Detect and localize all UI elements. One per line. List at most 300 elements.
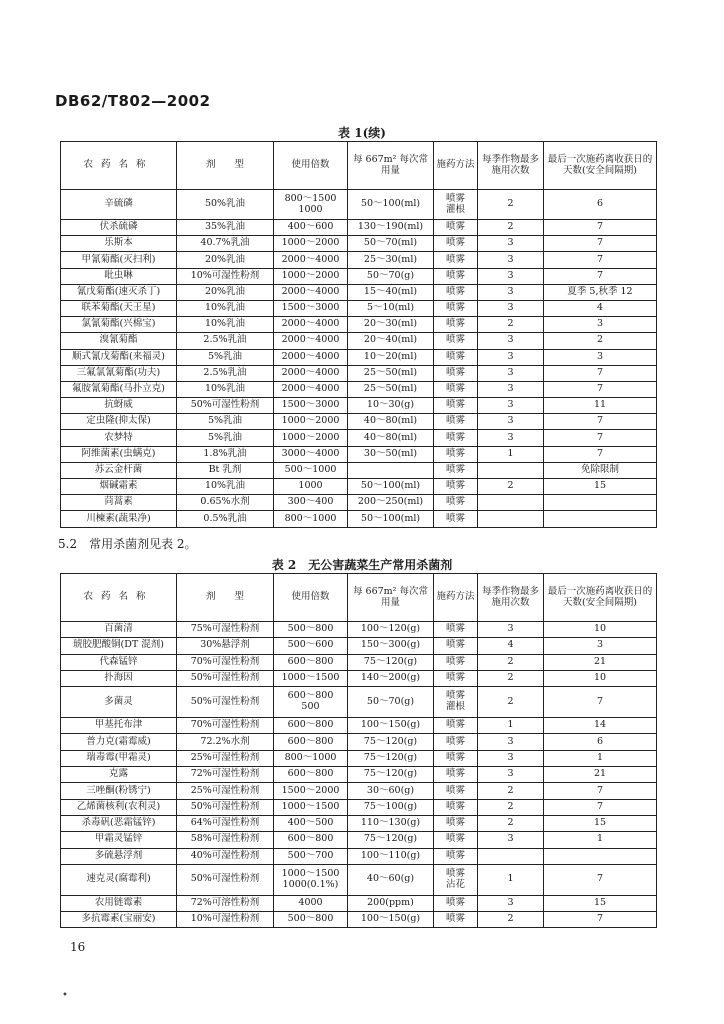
cell-dosage: 30～60(g) bbox=[348, 783, 434, 799]
cell-name: 溴氰菊酯 bbox=[61, 333, 177, 349]
table-row bbox=[61, 333, 657, 349]
cell-interval: 15 bbox=[544, 895, 657, 911]
table-row bbox=[61, 284, 657, 300]
cell-method: 喷雾 bbox=[434, 446, 478, 462]
cell-name: 农用链霉素 bbox=[61, 895, 177, 911]
cell-dilution: 600～800 bbox=[274, 767, 348, 783]
cell-interval bbox=[544, 495, 657, 511]
cell-formulation: 10%乳油 bbox=[177, 479, 274, 495]
cell-method: 喷雾 bbox=[434, 848, 478, 864]
cell-max-times: 2 bbox=[478, 317, 544, 333]
cell-interval: 3 bbox=[544, 317, 657, 333]
table-row bbox=[61, 718, 657, 734]
cell-name: 氯氰菊酯(兴棉宝) bbox=[61, 317, 177, 333]
cell-name: 速克灵(腐霉利) bbox=[61, 864, 177, 895]
cell-method: 喷雾 bbox=[434, 622, 478, 638]
cell-formulation: 0.65%水剂 bbox=[177, 495, 274, 511]
cell-method: 喷雾 bbox=[434, 462, 478, 478]
cell-name: 川楝素(蔬果净) bbox=[61, 511, 177, 527]
cell-dilution: 400～600 bbox=[274, 220, 348, 236]
cell-dosage: 150～300(g) bbox=[348, 638, 434, 654]
cell-interval: 7 bbox=[544, 799, 657, 815]
cell-dosage: 200(ppm) bbox=[348, 895, 434, 911]
table-row bbox=[61, 895, 657, 911]
cell-dosage: 50～100(ml) bbox=[348, 190, 434, 220]
fungicide-table bbox=[60, 573, 657, 928]
cell-name: 农梦特 bbox=[61, 430, 177, 446]
cell-formulation: 75%可湿性粉剂 bbox=[177, 622, 274, 638]
cell-formulation: 35%乳油 bbox=[177, 220, 274, 236]
table-row bbox=[61, 446, 657, 462]
cell-name: 多抗霉素(宝丽安) bbox=[61, 912, 177, 928]
cell-interval: 6 bbox=[544, 734, 657, 750]
cell-name: 吡虫啉 bbox=[61, 268, 177, 284]
table-row bbox=[61, 479, 657, 495]
cell-dilution: 1000 bbox=[274, 479, 348, 495]
cell-max-times: 1 bbox=[478, 718, 544, 734]
cell-max-times: 2 bbox=[478, 912, 544, 928]
header-method: 施药方法 bbox=[434, 142, 478, 190]
cell-dilution: 800～1000 bbox=[274, 750, 348, 766]
cell-method: 喷雾 bbox=[434, 734, 478, 750]
cell-max-times bbox=[478, 462, 544, 478]
cell-name: 多菌灵 bbox=[61, 687, 177, 718]
cell-dilution: 400～500 bbox=[274, 815, 348, 831]
table-row bbox=[61, 687, 657, 718]
cell-max-times: 3 bbox=[478, 414, 544, 430]
cell-dosage: 200～250(ml) bbox=[348, 495, 434, 511]
cell-dilution: 600～800 bbox=[274, 832, 348, 848]
header-pesticide-name: 农药名称 bbox=[61, 574, 177, 622]
cell-method: 喷雾 bbox=[434, 511, 478, 527]
cell-dosage: 75～120(g) bbox=[348, 767, 434, 783]
table-row bbox=[61, 317, 657, 333]
cell-max-times: 3 bbox=[478, 622, 544, 638]
cell-interval: 7 bbox=[544, 220, 657, 236]
table-row bbox=[61, 767, 657, 783]
cell-formulation: 5%乳油 bbox=[177, 414, 274, 430]
cell-dilution: 500～800 bbox=[274, 622, 348, 638]
cell-method: 喷雾 bbox=[434, 750, 478, 766]
cell-max-times: 3 bbox=[478, 430, 544, 446]
cell-max-times: 3 bbox=[478, 333, 544, 349]
cell-dosage bbox=[348, 462, 434, 478]
section-note: 5.2 常用杀菌剂见表 2。 bbox=[58, 537, 197, 551]
cell-max-times: 1 bbox=[478, 446, 544, 462]
table-row bbox=[61, 864, 657, 895]
table-row bbox=[61, 268, 657, 284]
cell-method: 喷雾 bbox=[434, 479, 478, 495]
cell-dilution: 500～1000 bbox=[274, 462, 348, 478]
cell-interval: 1 bbox=[544, 750, 657, 766]
cell-interval: 1 bbox=[544, 832, 657, 848]
cell-interval: 7 bbox=[544, 687, 657, 718]
cell-max-times bbox=[478, 511, 544, 527]
table-row bbox=[61, 220, 657, 236]
cell-dilution: 300～400 bbox=[274, 495, 348, 511]
cell-dilution: 2000～4000 bbox=[274, 317, 348, 333]
cell-dilution: 600～800 bbox=[274, 654, 348, 670]
cell-formulation: 5%乳油 bbox=[177, 430, 274, 446]
cell-interval: 7 bbox=[544, 430, 657, 446]
cell-max-times: 3 bbox=[478, 832, 544, 848]
cell-method: 喷雾 bbox=[434, 670, 478, 686]
table-row bbox=[61, 848, 657, 864]
cell-formulation: 20%乳油 bbox=[177, 284, 274, 300]
cell-dilution: 500～600 bbox=[274, 638, 348, 654]
cell-formulation: 64%可湿性粉剂 bbox=[177, 815, 274, 831]
cell-dilution: 1000～1500 1000(0.1%) bbox=[274, 864, 348, 895]
cell-dilution: 1000～1500 bbox=[274, 670, 348, 686]
cell-interval: 7 bbox=[544, 414, 657, 430]
cell-dilution: 800～1500 1000 bbox=[274, 190, 348, 220]
table-row bbox=[61, 365, 657, 381]
cell-method: 喷雾 bbox=[434, 638, 478, 654]
table-row bbox=[61, 799, 657, 815]
cell-formulation: 72%可溶性粉剂 bbox=[177, 895, 274, 911]
cell-name: 抗蚜威 bbox=[61, 398, 177, 414]
cell-dilution: 500～800 bbox=[274, 912, 348, 928]
cell-max-times: 3 bbox=[478, 236, 544, 252]
cell-dilution: 3000～4000 bbox=[274, 446, 348, 462]
cell-interval: 21 bbox=[544, 654, 657, 670]
header-max-times: 每季作物最多施用次数 bbox=[478, 142, 544, 190]
cell-dosage: 10～20(ml) bbox=[348, 349, 434, 365]
cell-interval: 7 bbox=[544, 912, 657, 928]
cell-method: 喷雾 bbox=[434, 767, 478, 783]
table-row bbox=[61, 495, 657, 511]
cell-max-times: 3 bbox=[478, 268, 544, 284]
cell-formulation: 30%悬浮剂 bbox=[177, 638, 274, 654]
cell-max-times: 3 bbox=[478, 734, 544, 750]
cell-dosage: 25～30(ml) bbox=[348, 252, 434, 268]
header-dilution: 使用倍数 bbox=[274, 142, 348, 190]
cell-interval bbox=[544, 848, 657, 864]
cell-dosage: 75～120(g) bbox=[348, 750, 434, 766]
cell-dosage: 100～120(g) bbox=[348, 622, 434, 638]
cell-name: 克露 bbox=[61, 767, 177, 783]
cell-formulation: 70%可湿性粉剂 bbox=[177, 718, 274, 734]
cell-interval: 10 bbox=[544, 670, 657, 686]
table-row bbox=[61, 815, 657, 831]
table-row bbox=[61, 670, 657, 686]
cell-method: 喷雾 bbox=[434, 430, 478, 446]
cell-interval: 15 bbox=[544, 815, 657, 831]
cell-dosage: 100～150(g) bbox=[348, 718, 434, 734]
cell-dilution: 4000 bbox=[274, 895, 348, 911]
cell-name: 普力克(霜霉威) bbox=[61, 734, 177, 750]
cell-formulation: 72%可湿性粉剂 bbox=[177, 767, 274, 783]
cell-dosage: 20～30(ml) bbox=[348, 317, 434, 333]
cell-dilution: 1000～2000 bbox=[274, 414, 348, 430]
table-row bbox=[61, 734, 657, 750]
cell-name: 扑海因 bbox=[61, 670, 177, 686]
cell-max-times: 2 bbox=[478, 479, 544, 495]
cell-dosage: 140～200(g) bbox=[348, 670, 434, 686]
cell-dilution: 1000～2000 bbox=[274, 236, 348, 252]
cell-interval: 7 bbox=[544, 864, 657, 895]
cell-name: 氟胺氰菊酯(马扑立克) bbox=[61, 381, 177, 397]
header-dilution: 使用倍数 bbox=[274, 574, 348, 622]
cell-method: 喷雾 bbox=[434, 815, 478, 831]
table-row bbox=[61, 462, 657, 478]
cell-dosage: 50～100(ml) bbox=[348, 479, 434, 495]
cell-interval: 7 bbox=[544, 365, 657, 381]
cell-interval: 7 bbox=[544, 381, 657, 397]
cell-interval: 夏季 5,秋季 12 bbox=[544, 284, 657, 300]
cell-method: 喷雾 bbox=[434, 252, 478, 268]
cell-max-times: 3 bbox=[478, 381, 544, 397]
cell-dilution: 2000～4000 bbox=[274, 381, 348, 397]
cell-interval: 7 bbox=[544, 236, 657, 252]
cell-formulation: 58%可湿性粉剂 bbox=[177, 832, 274, 848]
cell-method: 喷雾 bbox=[434, 495, 478, 511]
cell-dilution: 600～800 bbox=[274, 734, 348, 750]
cell-name: 苏云金杆菌 bbox=[61, 462, 177, 478]
cell-interval: 7 bbox=[544, 252, 657, 268]
cell-method: 喷雾 bbox=[434, 220, 478, 236]
cell-dosage: 25～50(ml) bbox=[348, 365, 434, 381]
cell-max-times: 3 bbox=[478, 300, 544, 316]
cell-dilution: 2000～4000 bbox=[274, 252, 348, 268]
cell-max-times: 3 bbox=[478, 398, 544, 414]
cell-interval: 14 bbox=[544, 718, 657, 734]
cell-name: 甲氰菊酯(灭扫利) bbox=[61, 252, 177, 268]
cell-formulation: 10%乳油 bbox=[177, 381, 274, 397]
cell-method: 喷雾 bbox=[434, 799, 478, 815]
table-row bbox=[61, 381, 657, 397]
cell-dosage: 75～120(g) bbox=[348, 734, 434, 750]
table-row bbox=[61, 414, 657, 430]
table-row bbox=[61, 654, 657, 670]
cell-dosage: 100～110(g) bbox=[348, 848, 434, 864]
cell-dosage: 50～70(ml) bbox=[348, 236, 434, 252]
cell-method: 喷雾 bbox=[434, 333, 478, 349]
cell-interval: 7 bbox=[544, 268, 657, 284]
cell-method: 喷雾 bbox=[434, 300, 478, 316]
cell-max-times: 3 bbox=[478, 349, 544, 365]
table-row bbox=[61, 190, 657, 220]
cell-interval: 15 bbox=[544, 479, 657, 495]
cell-dosage: 5～10(ml) bbox=[348, 300, 434, 316]
cell-interval: 11 bbox=[544, 398, 657, 414]
cell-dilution: 1000～2000 bbox=[274, 268, 348, 284]
cell-interval: 10 bbox=[544, 622, 657, 638]
cell-dosage: 15～40(ml) bbox=[348, 284, 434, 300]
cell-formulation: 1.8%乳油 bbox=[177, 446, 274, 462]
cell-name: 杀毒矾(恶霜锰锌) bbox=[61, 815, 177, 831]
cell-method: 喷雾 bbox=[434, 365, 478, 381]
table-row bbox=[61, 398, 657, 414]
cell-formulation: 72.2%水剂 bbox=[177, 734, 274, 750]
cell-dilution: 2000～4000 bbox=[274, 349, 348, 365]
cell-formulation: 10%可湿性粉剂 bbox=[177, 912, 274, 928]
cell-formulation: 25%可湿性粉剂 bbox=[177, 750, 274, 766]
cell-dosage: 40～60(g) bbox=[348, 864, 434, 895]
cell-dilution: 600～800 500 bbox=[274, 687, 348, 718]
cell-dilution: 2000～4000 bbox=[274, 333, 348, 349]
cell-formulation: 0.5%乳油 bbox=[177, 511, 274, 527]
cell-dosage: 75～120(g) bbox=[348, 654, 434, 670]
cell-dosage: 10～30(g) bbox=[348, 398, 434, 414]
table-row bbox=[61, 638, 657, 654]
page-number: 16 bbox=[70, 940, 86, 954]
cell-dilution: 2000～4000 bbox=[274, 365, 348, 381]
cell-method: 喷雾 bbox=[434, 284, 478, 300]
cell-method: 喷雾 bbox=[434, 381, 478, 397]
cell-method: 喷雾 bbox=[434, 414, 478, 430]
cell-interval: 21 bbox=[544, 767, 657, 783]
cell-method: 喷雾 bbox=[434, 268, 478, 284]
cell-method: 喷雾 灌根 bbox=[434, 190, 478, 220]
cell-name: 甲基托布津 bbox=[61, 718, 177, 734]
table2-header-row bbox=[61, 574, 657, 622]
cell-name: 三唑酮(粉锈宁) bbox=[61, 783, 177, 799]
cell-method: 喷雾 bbox=[434, 654, 478, 670]
cell-max-times: 2 bbox=[478, 783, 544, 799]
cell-name: 定虫隆(抑太保) bbox=[61, 414, 177, 430]
cell-interval: 7 bbox=[544, 783, 657, 799]
cell-dilution: 2000～4000 bbox=[274, 284, 348, 300]
header-max-times: 每季作物最多施用次数 bbox=[478, 574, 544, 622]
cell-dilution: 1500～2000 bbox=[274, 783, 348, 799]
table-row bbox=[61, 622, 657, 638]
cell-name: 苘蒿素 bbox=[61, 495, 177, 511]
cell-max-times: 3 bbox=[478, 767, 544, 783]
cell-name: 烟碱霜素 bbox=[61, 479, 177, 495]
cell-max-times: 4 bbox=[478, 638, 544, 654]
cell-dilution: 1000～1500 bbox=[274, 799, 348, 815]
cell-interval: 免除限制 bbox=[544, 462, 657, 478]
cell-name: 代森锰锌 bbox=[61, 654, 177, 670]
cell-formulation: 20%乳油 bbox=[177, 252, 274, 268]
cell-name: 多硫悬浮剂 bbox=[61, 848, 177, 864]
cell-formulation: 50%可湿性粉剂 bbox=[177, 670, 274, 686]
cell-formulation: 70%可湿性粉剂 bbox=[177, 654, 274, 670]
header-formulation: 剂 型 bbox=[177, 142, 274, 190]
cell-interval: 7 bbox=[544, 446, 657, 462]
cell-dilution: 1000～2000 bbox=[274, 430, 348, 446]
header-formulation: 剂 型 bbox=[177, 574, 274, 622]
header-dosage: 每 667m² 每次常用量 bbox=[348, 142, 434, 190]
cell-formulation: 50%可湿性粉剂 bbox=[177, 864, 274, 895]
cell-dosage: 130～190(ml) bbox=[348, 220, 434, 236]
cell-max-times: 3 bbox=[478, 284, 544, 300]
table-row bbox=[61, 430, 657, 446]
header-method: 施药方法 bbox=[434, 574, 478, 622]
cell-dilution: 600～800 bbox=[274, 718, 348, 734]
cell-name: 乐斯本 bbox=[61, 236, 177, 252]
cell-formulation: 2.5%乳油 bbox=[177, 333, 274, 349]
cell-formulation: 50%可湿性粉剂 bbox=[177, 398, 274, 414]
cell-dosage: 40～80(ml) bbox=[348, 430, 434, 446]
cell-formulation: 50%可湿性粉剂 bbox=[177, 799, 274, 815]
cell-dosage: 75～100(g) bbox=[348, 799, 434, 815]
cell-dilution: 1500～3000 bbox=[274, 398, 348, 414]
cell-interval: 3 bbox=[544, 638, 657, 654]
cell-method: 喷雾 bbox=[434, 317, 478, 333]
table-row bbox=[61, 912, 657, 928]
cell-dosage: 50～70(g) bbox=[348, 687, 434, 718]
cell-max-times: 2 bbox=[478, 815, 544, 831]
cell-max-times: 2 bbox=[478, 687, 544, 718]
cell-dosage: 100～150(g) bbox=[348, 912, 434, 928]
cell-method: 喷雾 bbox=[434, 718, 478, 734]
cell-name: 三氟氯氰菊酯(功夫) bbox=[61, 365, 177, 381]
cell-name: 甲霜灵锰锌 bbox=[61, 832, 177, 848]
cell-max-times: 3 bbox=[478, 365, 544, 381]
cell-method: 喷雾 bbox=[434, 398, 478, 414]
table-row bbox=[61, 300, 657, 316]
cell-max-times: 3 bbox=[478, 750, 544, 766]
cell-name: 瑞毒霉(甲霜灵) bbox=[61, 750, 177, 766]
cell-formulation: 2.5%乳油 bbox=[177, 365, 274, 381]
cell-dilution: 800～1000 bbox=[274, 511, 348, 527]
margin-mark: • bbox=[62, 990, 68, 1001]
cell-method: 喷雾 沾花 bbox=[434, 864, 478, 895]
cell-name: 联苯菊酯(天王星) bbox=[61, 300, 177, 316]
cell-method: 喷雾 灌根 bbox=[434, 687, 478, 718]
cell-name: 阿维菌素(虫螨克) bbox=[61, 446, 177, 462]
cell-dilution: 500～700 bbox=[274, 848, 348, 864]
cell-formulation: 50%乳油 bbox=[177, 190, 274, 220]
table-row bbox=[61, 750, 657, 766]
cell-max-times: 1 bbox=[478, 864, 544, 895]
cell-dosage: 50～70(g) bbox=[348, 268, 434, 284]
cell-name: 乙烯菌核利(农利灵) bbox=[61, 799, 177, 815]
cell-name: 伏杀硫磷 bbox=[61, 220, 177, 236]
cell-max-times bbox=[478, 495, 544, 511]
cell-name: 辛硫磷 bbox=[61, 190, 177, 220]
table2-caption: 表 2 无公害蔬菜生产常用杀菌剂 bbox=[271, 558, 453, 572]
cell-max-times: 2 bbox=[478, 670, 544, 686]
cell-max-times: 2 bbox=[478, 190, 544, 220]
cell-formulation: 50%可湿性粉剂 bbox=[177, 687, 274, 718]
cell-max-times: 3 bbox=[478, 895, 544, 911]
table-row bbox=[61, 252, 657, 268]
cell-max-times: 2 bbox=[478, 799, 544, 815]
cell-dosage: 25～50(ml) bbox=[348, 381, 434, 397]
pesticide-table bbox=[60, 141, 657, 528]
cell-formulation: 10%乳油 bbox=[177, 300, 274, 316]
cell-interval bbox=[544, 511, 657, 527]
header-pesticide-name: 农药名称 bbox=[61, 142, 177, 190]
header-interval: 最后一次施药离收获日的天数(安全间隔期) bbox=[544, 574, 657, 622]
standard-code: DB62/T802—2002 bbox=[55, 92, 211, 110]
cell-max-times: 3 bbox=[478, 252, 544, 268]
cell-method: 喷雾 bbox=[434, 783, 478, 799]
cell-formulation: 40%可湿性粉剂 bbox=[177, 848, 274, 864]
table-row bbox=[61, 832, 657, 848]
cell-formulation: Bt 乳剂 bbox=[177, 462, 274, 478]
cell-formulation: 25%可湿性粉剂 bbox=[177, 783, 274, 799]
cell-formulation: 5%乳油 bbox=[177, 349, 274, 365]
cell-max-times: 2 bbox=[478, 220, 544, 236]
table1-header-row bbox=[61, 142, 657, 190]
cell-dosage: 50～100(ml) bbox=[348, 511, 434, 527]
header-dosage: 每 667m² 每次常用量 bbox=[348, 574, 434, 622]
cell-name: 百菌清 bbox=[61, 622, 177, 638]
cell-interval: 3 bbox=[544, 349, 657, 365]
cell-method: 喷雾 bbox=[434, 912, 478, 928]
cell-method: 喷雾 bbox=[434, 236, 478, 252]
cell-name: 氰戊菊酯(速灭杀丁) bbox=[61, 284, 177, 300]
cell-name: 琥胶肥酸铜(DT 混剂) bbox=[61, 638, 177, 654]
cell-method: 喷雾 bbox=[434, 832, 478, 848]
table-row bbox=[61, 511, 657, 527]
table-row bbox=[61, 349, 657, 365]
cell-interval: 2 bbox=[544, 333, 657, 349]
